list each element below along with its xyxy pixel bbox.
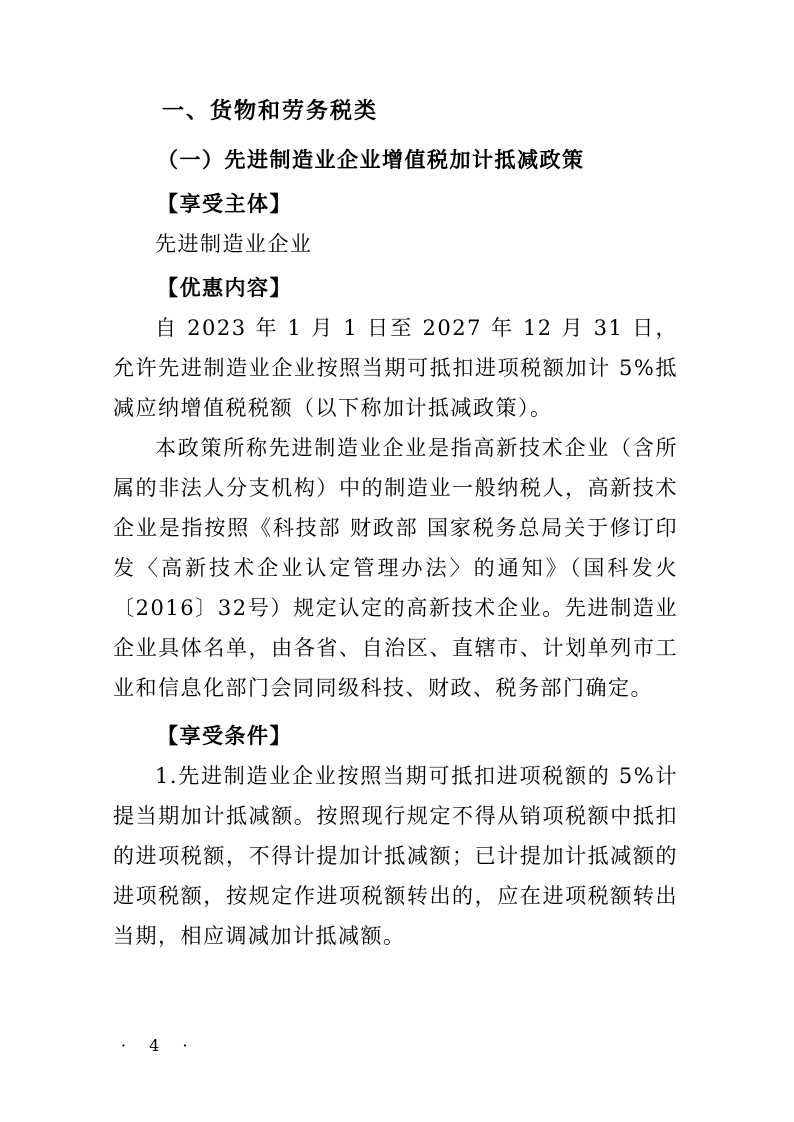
paragraph-policy-definition: 本政策所称先进制造业企业是指高新技术企业（含所属的非法人分支机构）中的制造业一般纳税人，高新技术企业是指按照《科技部 财政部 国家税务总局关于修订印发〈高新技术企业认定管理办法〉的通知》（国科发火〔2016〕32号）规定认定的高新技术企业。先进制造业企业具体名单，由各省、自治区、直辖市、计划单列市工业和信息化部门会同同级科技、财政、税务部门确定。 — [113, 436, 678, 700]
paragraph-policy-period: 自 2023 年 1 月 1 日至 2027 年 12 月 31 日，允许先进制造业企业按照当期可抵扣进项税额加计 5%抵减应纳增值税税额（以下称加计抵减政策）。 — [113, 316, 678, 420]
label-heading-beneficiary: 【享受主体】 — [157, 191, 292, 216]
label-heading-preferential-content: 【优惠内容】 — [157, 275, 292, 300]
paragraph-beneficiary: 先进制造业企业 — [155, 232, 313, 256]
label-heading-conditions: 【享受条件】 — [157, 723, 292, 748]
paragraph-condition-1: 1.先进制造业企业按照当期可抵扣进项税额的 5%计提当期加计抵减额。按照现行规定不得从销项税额中抵扣的进项税额，不得计提加计抵减额；已计提加计抵减额的进项税额，按规定作进项税额转出的，应在进项税额转出当期，相应调减加计抵减额。 — [113, 764, 678, 948]
document-content — [113, 92, 678, 956]
page-number-footer: · 4 · — [121, 1036, 195, 1055]
section-heading: （一）先进制造业企业增值税加计抵减政策 — [157, 147, 585, 172]
chapter-heading: 一、货物和劳务税类 — [162, 99, 379, 124]
